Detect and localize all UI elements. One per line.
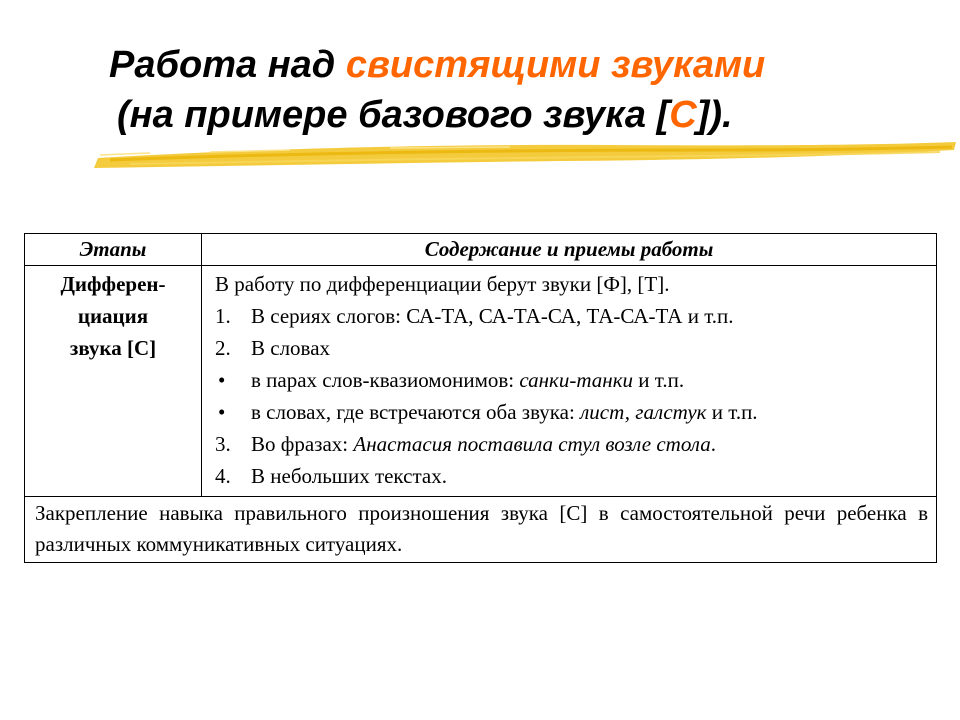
list-item: 2. В словах bbox=[215, 336, 331, 360]
list-item: 4. В небольших текстах. bbox=[215, 464, 447, 488]
content-cell bbox=[202, 266, 937, 497]
table-row bbox=[25, 266, 937, 497]
header-content: Содержание и приемы работы bbox=[202, 234, 937, 266]
header-stages: Этапы bbox=[25, 234, 202, 266]
work-stages-table bbox=[24, 233, 937, 563]
bullet-icon: • bbox=[218, 400, 226, 424]
list-item: 1. В сериях слогов: СА-ТА, СА-ТА-СА, ТА-СА-ТА и т.п. bbox=[215, 304, 734, 328]
title-accent-letter: С bbox=[669, 94, 697, 136]
title-accent-text: свистящими звуками bbox=[345, 44, 766, 86]
bullet-item: • в словах, где встречаются оба звука: лист, галстук и т.п. bbox=[215, 396, 930, 428]
footer-cell: Закрепление навыка правильного произношения звука [С] в самостоятельной речи ребенка в различных коммуникативных ситуациях. bbox=[25, 497, 937, 563]
list-item: 3. Во фразах: Анастасия поставила стул возле стола. bbox=[215, 432, 716, 456]
table-row bbox=[25, 497, 937, 563]
brush-underline-icon bbox=[90, 138, 960, 174]
bullet-item: • в парах слов-квазиомонимов: санки-танки и т.п. bbox=[215, 364, 930, 396]
bullet-icon: • bbox=[218, 368, 226, 392]
stage-cell: Дифферен- циация звука [С] bbox=[25, 266, 202, 497]
intro-text: В работу по дифференциации берут звуки [Ф], [Т]. bbox=[215, 272, 670, 296]
table-header-row bbox=[25, 234, 937, 266]
slide-title bbox=[0, 40, 960, 140]
title-line-2: (на примере базового звука [С]). bbox=[117, 94, 733, 136]
title-line-1: Работа над свистящими звуками bbox=[109, 44, 766, 86]
